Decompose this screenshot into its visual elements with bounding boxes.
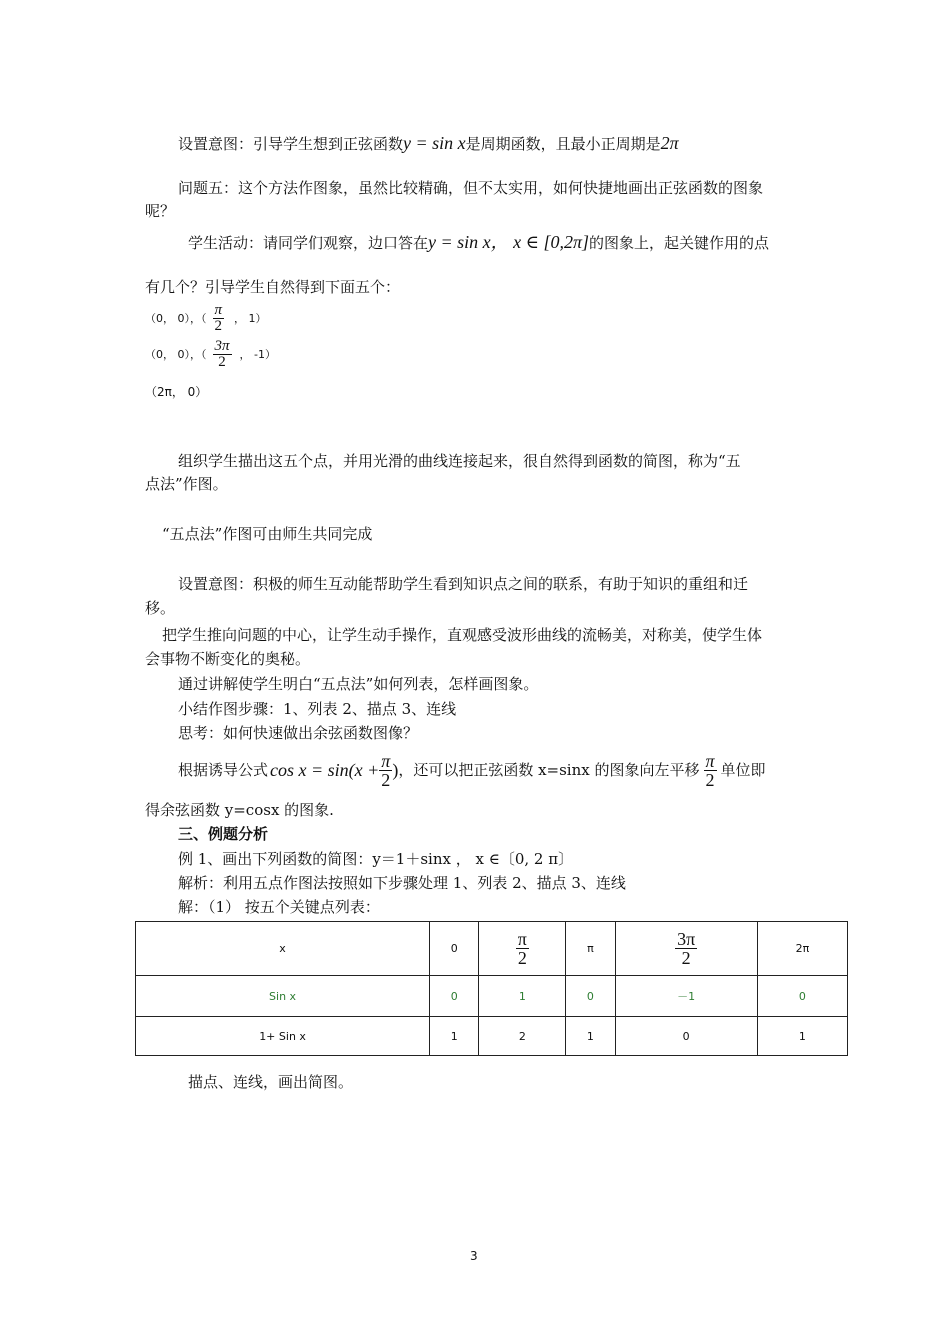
- table-row-sin: [136, 976, 848, 1017]
- table-row-one-plus-sin: [136, 1017, 848, 1056]
- key-point-3: （2π， 0）: [145, 385, 208, 399]
- center-line-1: 把学生推向问题的中心，让学生动手操作，直观感受波形曲线的流畅美，对称美，使学生体: [162, 626, 763, 644]
- table-cell: 1: [757, 1017, 847, 1056]
- five-point-desc-line-1: 组织学生描出这五个点，并用光滑的曲线连接起来，很自然得到函数的简图，称为“五: [178, 452, 741, 470]
- formula-left: cos x = sin(x +: [270, 760, 380, 780]
- shift-denominator: 2: [705, 769, 715, 790]
- after-table-line: 描点、连线，画出简图。: [188, 1073, 354, 1091]
- point-2-close: ， -1）: [239, 348, 276, 361]
- table-cell: 0: [566, 976, 615, 1017]
- sine-formula: y = sin x: [403, 133, 466, 153]
- header-3pi-half-den: 2: [681, 948, 691, 968]
- purpose-mid: 是周期函数，且最小正周期是: [465, 135, 661, 153]
- row-one-label: 1+ Sin x: [136, 1017, 430, 1056]
- summary-steps: 小结作图步骤：1、列表 2、描点 3、连线: [178, 700, 457, 718]
- explain-line: 通过讲解使学生明白“五点法”如何列表，怎样画图象。: [178, 675, 539, 693]
- shift-fraction: [704, 752, 717, 789]
- five-point-together: “五点法”作图可由师生共同完成: [162, 525, 373, 543]
- question-five-line-2: 呢？: [145, 202, 176, 220]
- point-1-fraction: [213, 303, 225, 334]
- header-3pi-half-fraction: [675, 930, 697, 967]
- induction-formula-line: [178, 748, 766, 792]
- induction-mid: ，还可以把正弦函数 x=sinx 的图象向左平移: [398, 761, 700, 779]
- purpose-prefix: 设置意图：引导学生想到正弦函数: [178, 135, 404, 153]
- point-1-numerator: π: [214, 301, 223, 318]
- section-heading: 三、例题分析: [178, 825, 269, 843]
- induction-suffix: 单位即: [720, 761, 766, 779]
- activity-prefix: 学生活动：请同学们观察，边口答在: [188, 234, 429, 252]
- student-activity-line-1: [188, 231, 769, 254]
- question-five-line-1: 问题五：这个方法作图象，虽然比较精确，但不太实用，如何快捷地画出正弦函数的图象: [178, 179, 764, 197]
- page-number: 3: [470, 1249, 478, 1263]
- header-x: x: [136, 922, 430, 976]
- header-pi-half-num: π: [517, 929, 527, 949]
- formula-denominator: 2: [381, 769, 391, 790]
- formula-right: ): [392, 760, 399, 780]
- point-1-denominator: 2: [214, 317, 222, 334]
- formula-fraction: [379, 752, 392, 789]
- point-1-open: （0， 0），（: [145, 312, 207, 325]
- header-3pi-half: [615, 922, 757, 976]
- key-point-2: [145, 336, 276, 372]
- induction-prefix: 根据诱导公式: [178, 761, 269, 779]
- purpose-2-line-1: 设置意图：积极的师生互动能帮助学生看到知识点之间的联系，有助于知识的重组和迁: [178, 575, 749, 593]
- header-2pi: 2π: [757, 922, 847, 976]
- table-header-row: [136, 922, 848, 976]
- table-cell: 0: [757, 976, 847, 1017]
- table-cell: 0: [430, 976, 479, 1017]
- point-2-numerator: 3π: [214, 337, 230, 354]
- header-pi: π: [566, 922, 615, 976]
- point-2-denominator: 2: [218, 353, 226, 370]
- table-cell: 1: [430, 1017, 479, 1056]
- header-pi-half: [479, 922, 566, 976]
- values-table: [135, 921, 848, 1056]
- table-cell: 1: [479, 976, 566, 1017]
- five-point-desc-line-2: 点法”作图。: [145, 475, 228, 493]
- key-point-1: [145, 300, 267, 336]
- header-pi-half-fraction: [516, 930, 529, 967]
- shift-numerator: π: [705, 750, 715, 771]
- point-2-open: （0， 0），（: [145, 348, 207, 361]
- header-3pi-half-num: 3π: [677, 929, 696, 949]
- center-line-2: 会事物不断变化的奥秘。: [145, 650, 311, 668]
- table-cell: 0: [615, 1017, 757, 1056]
- header-0: 0: [430, 922, 479, 976]
- analysis-line: 解析：利用五点作图法按照如下步骤处理 1、列表 2、描点 3、连线: [178, 874, 626, 892]
- header-pi-half-den: 2: [517, 948, 527, 968]
- period-value: 2π: [660, 133, 679, 153]
- table-cell: 2: [479, 1017, 566, 1056]
- activity-suffix: 的图象上，起关键作用的点: [589, 234, 770, 252]
- activity-formula: y = sin x， x ∈ [0,2π]: [428, 232, 589, 252]
- table-cell: －1: [615, 976, 757, 1017]
- solution-line: 解：（1） 按五个关键点列表：: [178, 898, 380, 916]
- formula-numerator: π: [381, 750, 391, 771]
- point-1-close: ， 1）: [234, 312, 267, 325]
- think-question: 思考：如何快速做出余弦函数图像？: [178, 724, 419, 742]
- purpose-2-line-2: 移。: [145, 599, 176, 617]
- student-activity-line-2: 有几个？引导学生自然得到下面五个：: [145, 278, 401, 296]
- table-cell: 1: [566, 1017, 615, 1056]
- induction-line-2: 得余弦函数 y=cosx 的图象.: [145, 801, 334, 819]
- row-sin-label: Sin x: [136, 976, 430, 1017]
- example-1: 例 1、画出下列函数的简图：y＝1＋sinx ， x ∈〔0, 2 π〕: [178, 850, 574, 868]
- purpose-line-1: [178, 132, 679, 155]
- point-2-fraction: [213, 339, 232, 370]
